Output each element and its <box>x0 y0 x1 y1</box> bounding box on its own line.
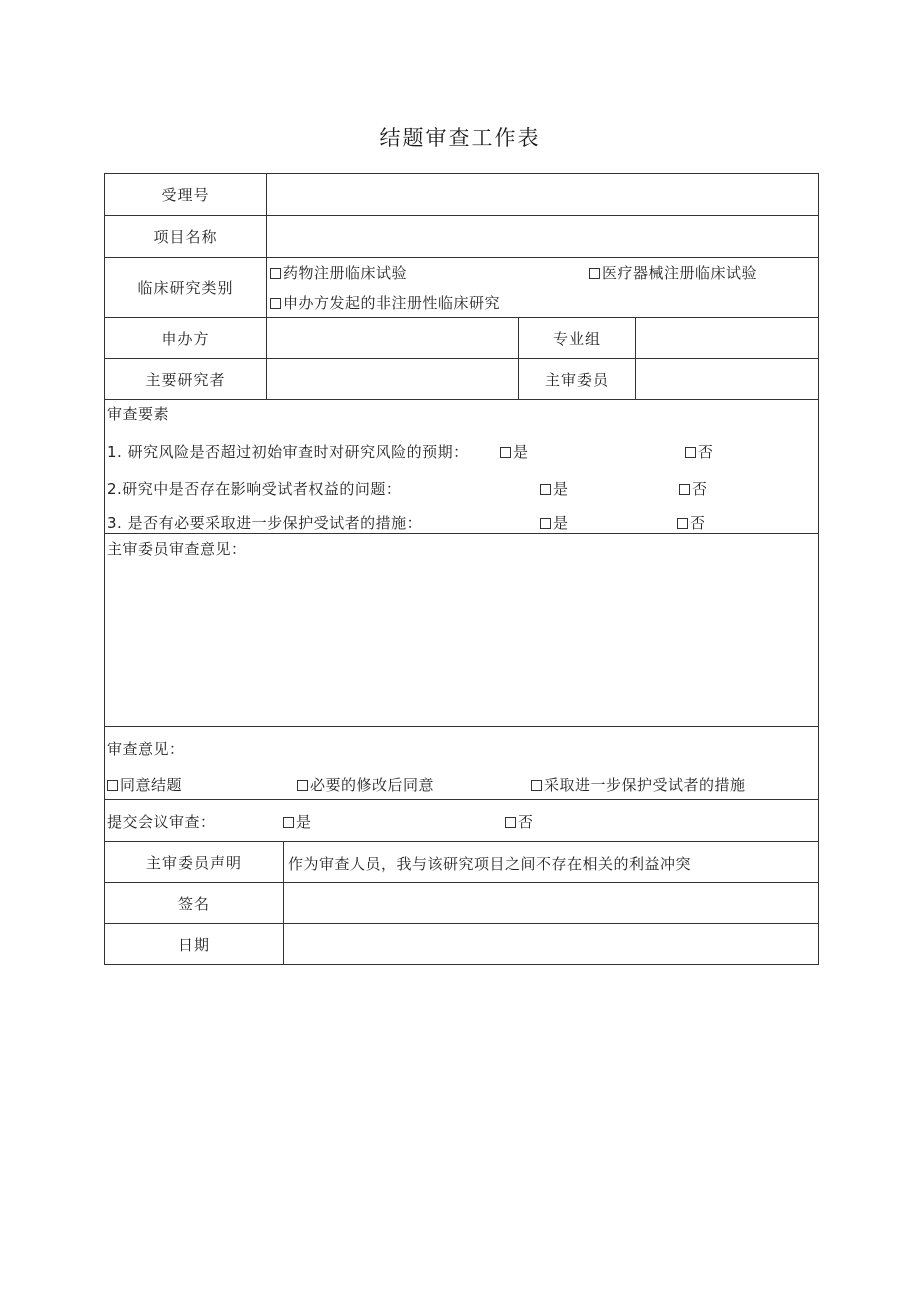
project-name-field[interactable] <box>267 216 818 257</box>
review-elements-heading: 审查要素 <box>107 405 170 423</box>
declaration-text-cell <box>284 842 818 882</box>
question-2: 2.研究中是否存在影响受试者权益的问题： <box>107 480 402 498</box>
checkbox-icon[interactable] <box>270 298 281 309</box>
reviewer-opinion-label: 主审委员审查意见： <box>107 540 247 558</box>
date-label: 日期 <box>105 924 284 964</box>
checkbox-icon[interactable] <box>540 484 551 495</box>
reviewer-opinion-section <box>105 534 818 727</box>
q2-yes-option[interactable]: 是 <box>540 478 569 499</box>
sponsor-row <box>105 318 818 359</box>
option-further-protection[interactable]: 采取进一步保护受试者的措施 <box>531 774 746 795</box>
sponsor-field[interactable] <box>267 318 519 358</box>
declaration-row <box>105 842 818 883</box>
category-label: 临床研究类别 <box>105 258 267 317</box>
sponsor-label: 申办方 <box>105 318 267 358</box>
category-row <box>105 258 818 318</box>
acceptance-no-field[interactable] <box>267 174 818 215</box>
date-field[interactable] <box>284 924 818 964</box>
meeting-review-label: 提交会议审查： <box>107 813 216 831</box>
review-opinion-label: 审查意见： <box>107 740 185 758</box>
checkbox-icon[interactable] <box>500 447 511 458</box>
question-3: 3. 是否有必要采取进一步保护受试者的措施： <box>107 514 423 532</box>
review-elements-section <box>105 400 818 534</box>
q1-yes-option[interactable]: 是 <box>500 441 529 462</box>
review-opinion-section <box>105 727 818 800</box>
checkbox-icon[interactable] <box>531 780 542 791</box>
specialty-group-label: 专业组 <box>519 318 636 358</box>
meeting-review-row <box>105 800 818 842</box>
option-drug-trial[interactable]: 药物注册临床试验 <box>270 262 407 283</box>
option-non-registered-study[interactable]: 申办方发起的非注册性临床研究 <box>270 292 500 313</box>
meeting-yes-option[interactable]: 是 <box>283 811 312 832</box>
checkbox-icon[interactable] <box>505 817 516 828</box>
signature-label: 签名 <box>105 883 284 923</box>
checkbox-icon[interactable] <box>679 484 690 495</box>
main-reviewer-label: 主审委员 <box>519 359 636 399</box>
declaration-label: 主审委员声明 <box>105 842 284 882</box>
acceptance-no-row <box>105 174 818 216</box>
category-options <box>267 258 818 317</box>
signature-field[interactable] <box>284 883 818 923</box>
declaration-text: 作为审查人员，我与该研究项目之间不存在相关的利益冲突 <box>288 855 692 873</box>
date-row <box>105 924 818 964</box>
specialty-group-field[interactable] <box>636 318 818 358</box>
checkbox-icon[interactable] <box>685 447 696 458</box>
investigator-row <box>105 359 818 400</box>
checkbox-icon[interactable] <box>540 518 551 529</box>
q3-yes-option[interactable]: 是 <box>540 512 569 533</box>
page-title: 结题审查工作表 <box>379 126 541 150</box>
option-approve-after-modification[interactable]: 必要的修改后同意 <box>297 774 434 795</box>
main-reviewer-field[interactable] <box>636 359 818 399</box>
signature-row <box>105 883 818 924</box>
checkbox-icon[interactable] <box>677 518 688 529</box>
project-name-row <box>105 216 818 258</box>
question-1: 1. 研究风险是否超过初始审查时对研究风险的预期： <box>107 443 469 461</box>
investigator-label: 主要研究者 <box>105 359 267 399</box>
checkbox-icon[interactable] <box>283 817 294 828</box>
checkbox-icon[interactable] <box>270 268 281 279</box>
project-name-label: 项目名称 <box>105 216 267 257</box>
acceptance-no-label: 受理号 <box>105 174 267 215</box>
checkbox-icon[interactable] <box>107 780 118 791</box>
checkbox-icon[interactable] <box>589 268 600 279</box>
review-form <box>104 173 819 965</box>
option-approve-closure[interactable]: 同意结题 <box>107 774 182 795</box>
option-device-trial[interactable]: 医疗器械注册临床试验 <box>589 262 757 283</box>
investigator-field[interactable] <box>267 359 519 399</box>
q1-no-option[interactable]: 否 <box>685 441 714 462</box>
meeting-no-option[interactable]: 否 <box>505 811 534 832</box>
q3-no-option[interactable]: 否 <box>677 512 706 533</box>
checkbox-icon[interactable] <box>297 780 308 791</box>
q2-no-option[interactable]: 否 <box>679 478 708 499</box>
